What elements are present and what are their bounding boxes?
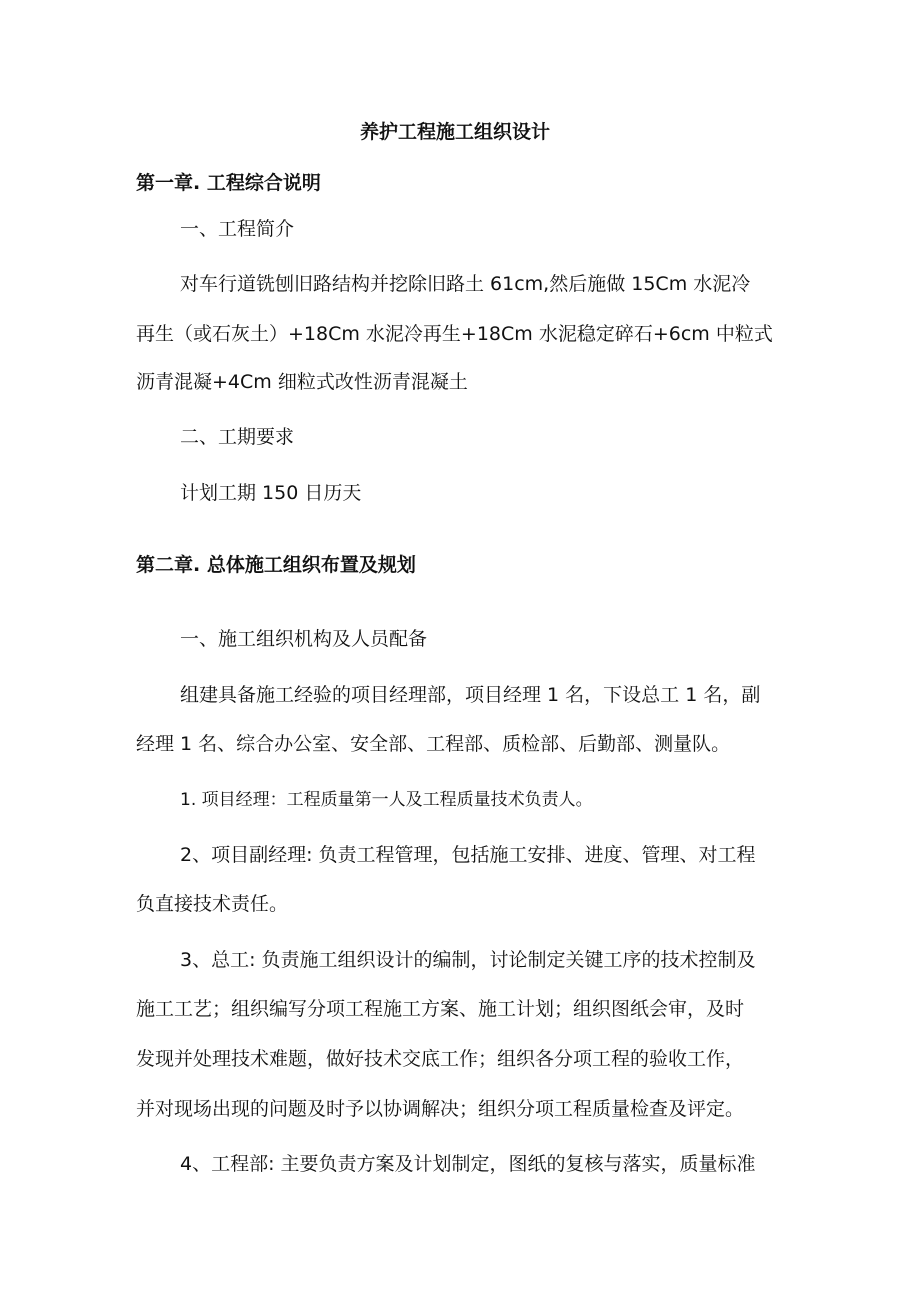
list-item-deputy-manager: 2、项目副经理: 负责工程管理，包括施工安排、进度、管理、对工程 bbox=[180, 844, 756, 866]
list-item-project-manager: 1. 项目经理：工程质量第一人及工程质量技术负责人。 bbox=[180, 790, 593, 810]
list-item-chief-engineer: 3、总工: 负责施工组织设计的编制，讨论制定关键工序的技术控制及 bbox=[180, 949, 756, 971]
section-project-overview-heading: 一、工程简介 bbox=[180, 218, 295, 240]
document-title: 养护工程施工组织设计 bbox=[360, 121, 551, 143]
section-schedule-heading: 二、工期要求 bbox=[180, 426, 295, 448]
paragraph-line: 沥青混凝+4Cm 细粒式改性沥青混凝土 bbox=[136, 371, 468, 393]
paragraph-line: 并对现场出现的问题及时予以协调解决；组织分项工程质量检查及评定。 bbox=[136, 1098, 745, 1120]
paragraph-line: 再生（或石灰土）+18Cm 水泥冷再生+18Cm 水泥稳定碎石+6cm 中粒式 bbox=[136, 323, 773, 345]
chapter-2-heading: 第二章. 总体施工组织布置及规划 bbox=[136, 554, 416, 576]
chapter-1-heading: 第一章. 工程综合说明 bbox=[136, 172, 321, 194]
paragraph-line: 施工工艺；组织编写分项工程施工方案、施工计划；组织图纸会审，及时 bbox=[136, 998, 745, 1020]
paragraph-line: 负直接技术责任。 bbox=[136, 893, 289, 915]
paragraph-line: 发现并处理技术难题，做好技术交底工作；组织各分项工程的验收工作， bbox=[136, 1048, 745, 1070]
schedule-text: 计划工期 150 日历天 bbox=[180, 482, 362, 504]
section-organization-heading: 一、施工组织机构及人员配备 bbox=[180, 628, 428, 650]
paragraph-line: 组建具备施工经验的项目经理部，项目经理 1 名，下设总工 1 名，副 bbox=[180, 684, 761, 706]
list-item-engineering-dept: 4、工程部: 主要负责方案及计划制定，图纸的复核与落实，质量标准 bbox=[180, 1153, 756, 1175]
paragraph-line: 经理 1 名、综合办公室、安全部、工程部、质检部、后勤部、测量队。 bbox=[136, 733, 731, 755]
paragraph-line: 对车行道铣刨旧路结构并挖除旧路土 61cm,然后施做 15Cm 水泥冷 bbox=[180, 273, 751, 295]
